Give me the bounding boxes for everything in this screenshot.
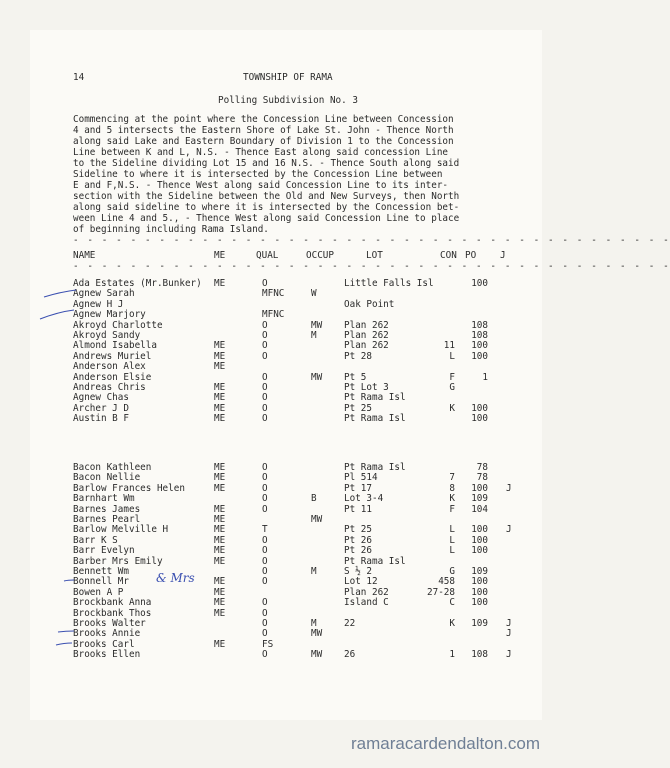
cell-po: 100 [471,402,488,414]
cell-name: Andrews Muriel [73,350,152,362]
description-line: Line between K and L, N.S. - Thence East along said concession Line [73,147,449,158]
cell-lot: Pt Lot 3 [344,382,389,393]
cell-po: 100 [471,350,488,362]
cell-po: 78 [476,472,488,484]
cell-po: 109 [471,566,488,577]
cell-name: Barr K S [73,534,118,546]
cell-lot: Pl 514 [344,472,378,484]
cell-me: ME [214,382,226,393]
cell-lot: Pt 28 [344,350,372,362]
cell-j: J [506,482,512,494]
cell-qual: O [262,462,268,473]
cell-po: 100 [471,576,488,588]
cell-name: Agnew Marjory [73,309,146,321]
cell-lot: Pt Rama Isl [344,413,406,425]
description-line: along said sideline to where it is intersected by the Concession bet- [73,202,460,213]
cell-name: Barlow Frances Helen [73,482,185,494]
cell-qual: O [262,319,268,331]
cell-lot: Plan 262 [344,319,389,331]
cell-po: 100 [471,545,488,557]
cell-qual: O [262,392,268,404]
cell-lot: Pt Rama Isl [344,555,406,567]
cell-name: Barnes James [73,503,141,515]
cell-qual: MFNC [262,288,285,300]
cell-lot: Plan 262 [344,330,389,341]
cell-name: Brockbank Anna [73,597,152,609]
cell-con: K [449,493,455,505]
check-mark-agnew-marjory [40,310,74,319]
cell-po: 1 [482,371,488,383]
cell-con: 458 [438,576,455,588]
cell-name: Bacon Nellie [73,472,141,484]
cell-qual: O [262,371,268,383]
cell-con: 7 [449,472,455,484]
cell-me: ME [214,402,226,414]
cell-con: L [449,534,455,546]
cell-qual: O [262,330,268,341]
cell-name: Brooks Carl [73,638,135,650]
cell-occup: M [311,566,317,577]
cell-me: ME [214,586,226,598]
cell-lot: Pt 11 [344,503,372,515]
cell-me: ME [214,524,226,536]
cell-con: L [449,350,455,362]
cell-me: ME [214,413,226,425]
cell-occup: B [311,493,317,505]
cell-lot: S ½ 2 [344,566,372,577]
cell-con: G [449,566,455,577]
cell-lot: Lot 3-4 [344,493,384,505]
cell-name: Agnew Chas [73,392,129,404]
dashed-separator-top: - - - - - - - - - - - - - - - - - - - - - - - - - - - - - - - - - - - - - - - - - - [73,235,670,246]
cell-qual: O [262,402,268,414]
cell-qual: O [262,350,268,362]
cell-lot: Pt 25 [344,524,372,536]
cell-qual: FS [262,638,274,650]
cell-lot: Pt 17 [344,482,372,494]
cell-lot: Pt Rama Isl [344,392,406,404]
cell-name: Austin B F [73,413,129,425]
description-line: to the Sideline dividing Lot 15 and 16 N.S. - Thence South along said [73,158,460,169]
cell-qual: O [262,597,268,609]
cell-po: 109 [471,493,488,505]
cell-me: ME [214,361,226,373]
subdivision-title: Polling Subdivision No. 3 [218,95,358,106]
cell-me: ME [214,555,226,567]
cell-j: J [506,524,512,536]
cell-con: F [449,503,455,515]
cell-qual: O [262,649,268,661]
cell-me: ME [214,462,226,473]
cell-qual: O [262,413,268,425]
col-name-header: NAME [73,250,96,261]
cell-me: ME [214,350,226,362]
col-qual-header: QUAL [256,250,279,261]
cell-name: Bonnell Mr [73,576,129,588]
cell-lot: Pt 25 [344,402,372,414]
cell-po: 78 [476,462,488,473]
cell-lot: Plan 262 [344,340,389,352]
cell-name: Agnew H J [73,298,124,310]
cell-lot: Pt 5 [344,371,367,383]
cell-occup: M [311,618,317,629]
col-j-header: J [500,250,506,261]
cell-me: ME [214,597,226,609]
cell-po: 108 [471,649,488,661]
cell-con: F [449,371,455,383]
cell-qual: MFNC [262,309,285,321]
cell-po: 108 [471,319,488,331]
cell-qual: O [262,503,268,515]
cell-con: 11 [443,340,455,352]
description-line: along said Lake and Eastern Boundary of Division 1 to the Concession [73,136,454,147]
check-mark-brooks-annie [56,643,72,645]
cell-lot: Pt 26 [344,534,372,546]
cell-name: Ada Estates (Mr.Bunker) [73,278,202,289]
cell-po: 100 [471,413,488,425]
cell-me: ME [214,472,226,484]
site-watermark: ramaracardendalton.com [351,734,540,753]
cell-po: 100 [471,524,488,536]
cell-j: J [506,649,512,661]
cell-me: ME [214,545,226,557]
cell-qual: O [262,482,268,494]
cell-me: ME [214,503,226,515]
cell-qual: O [262,555,268,567]
cell-lot: Island C [344,597,389,609]
cell-con: L [449,545,455,557]
cell-qual: O [262,534,268,546]
cell-name: Barlow Melville H [73,524,169,536]
cell-name: Bennett Wm [73,566,129,577]
cell-qual: O [262,607,268,619]
col-con-header: CON [440,250,457,261]
cell-me: ME [214,482,226,494]
cell-qual: O [262,278,268,289]
description-line: of beginning including Rama Island. [73,224,269,235]
cell-name: Barr Evelyn [73,545,135,557]
cell-qual: O [262,493,268,505]
dashed-separator-header: - - - - - - - - - - - - - - - - - - - - - - - - - - - - - - - - - - - - - - - - - - [73,261,670,272]
col-me-header: ME [214,250,226,261]
description-line: section with the Sideline between the Old and New Surveys, then North [73,191,460,202]
cell-name: Brooks Walter [73,618,146,629]
cell-qual: O [262,340,268,352]
cell-qual: O [262,566,268,577]
cell-con: L [449,524,455,536]
cell-me: ME [214,638,226,650]
cell-name: Almond Isabella [73,340,157,352]
cell-po: 100 [471,340,488,352]
cell-po: 100 [471,586,488,598]
cell-j: J [506,628,512,640]
cell-occup: W [311,288,317,300]
cell-po: 109 [471,618,488,629]
cell-name: Andreas Chris [73,382,146,393]
township-title: TOWNSHIP OF RAMA [243,72,333,83]
check-mark-brooks-walter [58,631,74,632]
cell-con: K [449,618,455,629]
cell-name: Barber Mrs Emily [73,555,163,567]
cell-lot: 22 [344,618,356,629]
cell-occup: MW [311,628,323,640]
cell-name: Brooks Ellen [73,649,141,661]
cell-po: 100 [471,534,488,546]
cell-qual: O [262,545,268,557]
cell-qual: O [262,382,268,393]
cell-me: ME [214,340,226,352]
page-number: 14 [73,72,85,83]
cell-lot: Pt 26 [344,545,372,557]
cell-me: ME [214,514,226,525]
cell-me: ME [214,534,226,546]
description-line: ween Line 4 and 5., - Thence West along said Concession Line to place [73,213,460,224]
cell-name: Bowen A P [73,586,124,598]
cell-me: ME [214,607,226,619]
cell-lot: Oak Point [344,298,395,310]
cell-lot: Lot 12 [344,576,378,588]
cell-con: G [449,382,455,393]
description-line: Sideline to where it is intersected by the Concession Line between [73,169,443,180]
cell-po: 100 [471,278,488,289]
cell-name: Akroyd Sandy [73,330,141,341]
cell-con: K [449,402,455,414]
cell-me: ME [214,576,226,588]
cell-qual: T [262,524,268,536]
cell-name: Anderson Alex [73,361,146,373]
cell-con: 8 [449,482,455,494]
cell-occup: MW [311,319,323,331]
cell-con: 1 [449,649,455,661]
cell-occup: MW [311,649,323,661]
cell-name: Archer J D [73,402,129,414]
cell-name: Agnew Sarah [73,288,135,300]
cell-j: J [506,618,512,629]
cell-name: Barnes Pearl [73,514,141,525]
cell-me: ME [214,392,226,404]
cell-po: 100 [471,482,488,494]
cell-qual: O [262,618,268,629]
cell-po: 104 [471,503,488,515]
description-line: Commencing at the point where the Concession Line between Concession [73,114,454,125]
description-line: E and F,N.S. - Thence West along said Concession Line to its inter- [73,180,449,191]
cell-lot: 26 [344,649,356,661]
cell-me: ME [214,278,226,289]
cell-name: Barnhart Wm [73,493,135,505]
cell-name: Akroyd Charlotte [73,319,163,331]
cell-occup: MW [311,514,323,525]
cell-name: Brooks Annie [73,628,141,640]
col-po-header: PO [465,250,477,261]
cell-po: 108 [471,330,488,341]
cell-lot: Plan 262 [344,586,389,598]
description-line: 4 and 5 intersects the Eastern Shore of Lake St. John - Thence North [73,125,454,136]
cell-con: 27-28 [427,586,455,598]
cell-qual: O [262,628,268,640]
check-mark-agnew-sarah [44,290,76,297]
handwritten-note-bennett: & Mrs [156,571,195,585]
cell-name: Brockbank Thos [73,607,152,619]
cell-lot: Pt Rama Isl [344,462,406,473]
cell-name: Bacon Kathleen [73,462,152,473]
cell-qual: O [262,472,268,484]
check-mark-bennett [64,580,74,581]
cell-con: C [449,597,455,609]
col-lot-header: LOT [366,250,383,261]
cell-name: Anderson Elsie [73,371,152,383]
cell-po: 100 [471,597,488,609]
col-occup-header: OCCUP [306,250,334,261]
cell-occup: M [311,330,317,341]
cell-qual: O [262,576,268,588]
cell-occup: MW [311,371,323,383]
cell-lot: Little Falls Isl [344,278,434,289]
